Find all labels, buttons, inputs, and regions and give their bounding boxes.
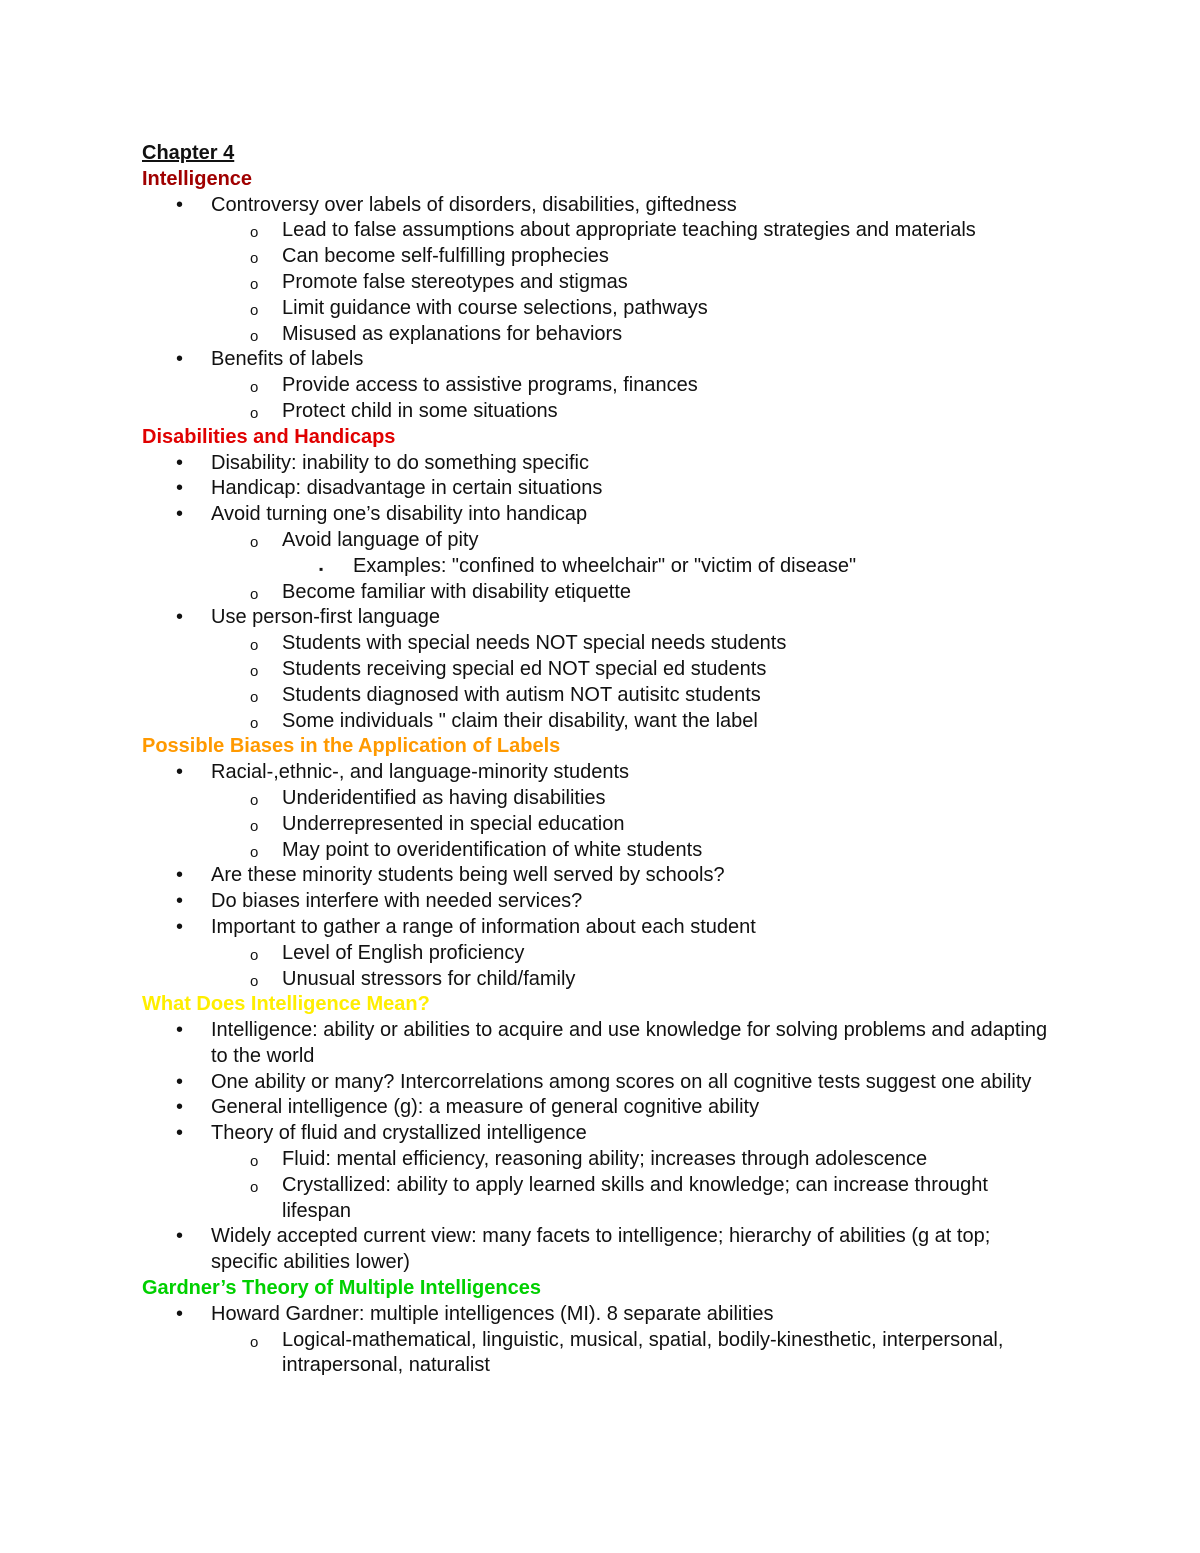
circle-bullet-icon: o — [250, 585, 259, 603]
circle-bullet-icon: o — [250, 688, 259, 706]
square-bullet-icon: ▪ — [319, 561, 324, 576]
list-item-text: Do biases interfere with needed services? — [211, 890, 583, 913]
list-item-text: Promote false stereotypes and stigmas — [282, 270, 628, 293]
circle-bullet-icon: o — [250, 791, 259, 809]
list-item-text: Important to gather a range of information about each student — [211, 915, 756, 938]
list-item-text: Disability: inability to do something specific — [211, 451, 589, 474]
circle-bullet-icon: o — [250, 817, 259, 835]
list-item-text: Crystallized: ability to apply learned skills and knowledge; can increase throught lifespan — [282, 1173, 988, 1222]
list-item — [142, 1095, 1062, 1121]
bullet-icon: • — [176, 451, 184, 474]
list-item-text: Can become self-fulfilling prophecies — [282, 245, 609, 268]
list-item-text: One ability or many? Intercorrelations among scores on all cognitive tests suggest one ability — [211, 1070, 1032, 1093]
circle-bullet-icon: o — [250, 637, 259, 655]
list-item-text: Intelligence: ability or abilities to acquire and use knowledge for solving problems and adapting to the world — [211, 1019, 1048, 1067]
list-item-text: Level of English proficiency — [282, 941, 525, 964]
list-item — [142, 270, 1062, 296]
list-item — [142, 812, 1062, 838]
list-item-text: Handicap: disadvantage in certain situations — [211, 477, 603, 500]
list-item — [142, 657, 1062, 683]
bullet-icon: • — [176, 890, 184, 913]
list-item-text: Use person-first language — [211, 606, 441, 629]
circle-bullet-icon: o — [250, 533, 259, 551]
list-item — [142, 296, 1062, 322]
list-item — [142, 683, 1062, 709]
list-item — [142, 502, 1062, 528]
bullet-icon: • — [176, 1070, 184, 1093]
circle-bullet-icon: o — [250, 843, 259, 861]
circle-bullet-icon: o — [250, 1333, 259, 1351]
list-item — [142, 1173, 1062, 1225]
list-item — [142, 580, 1062, 606]
bullet-icon: • — [176, 761, 184, 784]
list-item-text: Logical-mathematical, linguistic, musical, spatial, bodily-kinesthetic, interpersonal, intrapersonal, naturalist — [282, 1328, 1004, 1377]
list-item — [142, 605, 1062, 631]
section-heading-disabilities: Disabilities and Handicaps — [142, 425, 396, 448]
list-item-text: Provide access to assistive programs, finances — [282, 374, 698, 397]
bullet-icon: • — [176, 915, 184, 938]
list-item-text: Students diagnosed with autism NOT autisitc students — [282, 683, 761, 706]
list-item — [142, 451, 1062, 477]
list-item-text: Become familiar with disability etiquette — [282, 580, 632, 603]
bullet-icon: • — [176, 477, 184, 500]
list-item — [142, 889, 1062, 915]
circle-bullet-icon: o — [250, 662, 259, 680]
bullet-icon: • — [176, 1302, 184, 1325]
list-item-text: Theory of fluid and crystallized intelligence — [211, 1122, 587, 1145]
list-item — [142, 915, 1062, 941]
list-item-text: Examples: "confined to wheelchair" or "victim of disease" — [353, 554, 857, 577]
circle-bullet-icon: o — [250, 301, 259, 319]
list-item-text: Underrepresented in special education — [282, 812, 625, 835]
bullet-icon: • — [176, 606, 184, 629]
list-item — [142, 528, 1062, 554]
list-item-text: Lead to false assumptions about appropriate teaching strategies and materials — [282, 219, 976, 242]
bullet-icon: • — [176, 1122, 184, 1145]
list-item — [142, 786, 1062, 812]
circle-bullet-icon: o — [250, 224, 259, 242]
circle-bullet-icon: o — [250, 946, 259, 964]
circle-bullet-icon: o — [250, 327, 259, 345]
list-item — [142, 554, 1062, 580]
bullet-icon: • — [176, 193, 184, 216]
list-item — [142, 476, 1062, 502]
circle-bullet-icon: o — [250, 404, 259, 422]
circle-bullet-icon: o — [250, 275, 259, 293]
list-item-text: Racial-,ethnic-, and language-minority students — [211, 761, 629, 784]
list-item-text: Protect child in some situations — [282, 399, 558, 422]
list-item-text: Howard Gardner: multiple intelligences (MI). 8 separate abilities — [211, 1302, 774, 1325]
list-item — [142, 347, 1062, 373]
list-item-text: Students with special needs NOT special needs students — [282, 632, 787, 655]
list-item-text: Misused as explanations for behaviors — [282, 322, 623, 345]
section-heading-intelligence-meaning: What Does Intelligence Mean? — [142, 993, 430, 1016]
list-item-text: Benefits of labels — [211, 348, 364, 371]
circle-bullet-icon: o — [250, 1178, 259, 1196]
circle-bullet-icon: o — [250, 1153, 259, 1171]
list-item — [142, 1070, 1062, 1096]
list-item — [142, 1328, 1062, 1380]
list-item-text: Avoid turning one’s disability into handicap — [211, 503, 588, 526]
bullet-icon: • — [176, 1096, 184, 1119]
list-item — [142, 1224, 1062, 1276]
list-item — [142, 1121, 1062, 1147]
circle-bullet-icon: o — [250, 379, 259, 397]
list-item-text: May point to overidentification of white students — [282, 838, 703, 861]
list-item — [142, 399, 1062, 425]
document-page — [142, 141, 1062, 1379]
bullet-icon: • — [176, 348, 184, 371]
list-item — [142, 218, 1062, 244]
list-item-text: Students receiving special ed NOT special ed students — [282, 657, 767, 680]
list-item-text: Widely accepted current view: many facets to intelligence; hierarchy of abilities (g at top; specific abilities lower) — [211, 1225, 991, 1274]
bullet-icon: • — [176, 503, 184, 526]
list-item-text: Are these minority students being well served by schools? — [211, 864, 725, 887]
list-item — [142, 760, 1062, 786]
list-item — [142, 631, 1062, 657]
list-item — [142, 244, 1062, 270]
list-item-text: Unusual stressors for child/family — [282, 967, 576, 990]
list-item — [142, 1147, 1062, 1173]
bullet-icon: • — [176, 1225, 184, 1248]
section-heading-biases: Possible Biases in the Application of Labels — [142, 735, 561, 758]
list-item — [142, 1302, 1062, 1328]
list-item-text: Controversy over labels of disorders, disabilities, giftedness — [211, 193, 737, 216]
list-item-text: Limit guidance with course selections, pathways — [282, 296, 708, 319]
list-item-text: Some individuals " claim their disability, want the label — [282, 709, 758, 732]
list-item — [142, 863, 1062, 889]
list-item — [142, 941, 1062, 967]
list-item — [142, 373, 1062, 399]
list-item — [142, 838, 1062, 864]
bullet-icon: • — [176, 1019, 184, 1042]
list-item — [142, 709, 1062, 735]
chapter-title: Chapter 4 — [142, 142, 235, 164]
list-item — [142, 1018, 1062, 1070]
list-item — [142, 193, 1062, 219]
circle-bullet-icon: o — [250, 972, 259, 990]
list-item — [142, 967, 1062, 993]
section-heading-intelligence: Intelligence — [142, 167, 253, 190]
list-item-text: General intelligence (g): a measure of general cognitive ability — [211, 1096, 760, 1119]
section-heading-gardner: Gardner’s Theory of Multiple Intelligences — [142, 1277, 541, 1300]
circle-bullet-icon: o — [250, 714, 259, 732]
bullet-icon: • — [176, 864, 184, 887]
circle-bullet-icon: o — [250, 250, 259, 268]
list-item — [142, 322, 1062, 348]
list-item-text: Underidentified as having disabilities — [282, 786, 606, 809]
list-item-text: Fluid: mental efficiency, reasoning ability; increases through adolescence — [282, 1148, 928, 1171]
list-item-text: Avoid language of pity — [282, 528, 479, 551]
